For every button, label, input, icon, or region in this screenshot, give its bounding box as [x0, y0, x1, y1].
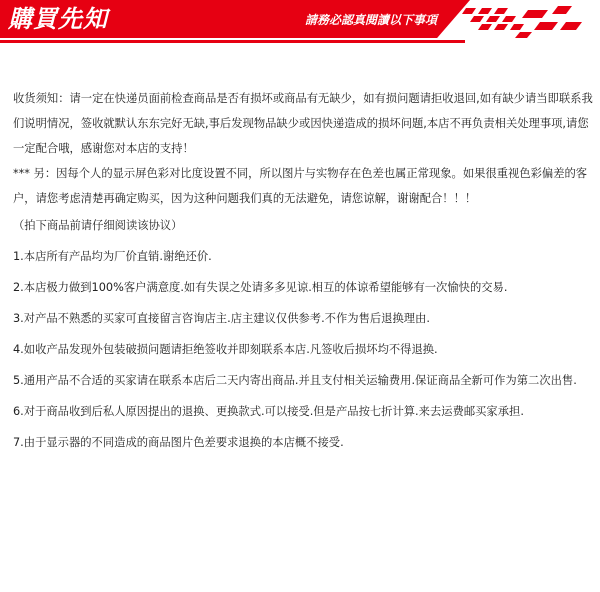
purchase-notice	[13, 86, 593, 455]
color-difference-notice: *** 另：因每个人的显示屏色彩对比度设置不同，所以图片与实物存在色差也属正常现象。如果很重视色彩偏差的客户，请您考虑清楚再确定购买，因为这种问题我们真的无法避免，请您谅解，谢谢配合！！！	[13, 167, 588, 205]
term-item: 5.通用产品不合适的买家请在联系本店后二天内寄出商品.并且支付相关运输费用.保证商品全新可作为第二次出售.	[13, 374, 577, 387]
banner-title: 購買先知	[8, 5, 108, 33]
shipping-notice: 收货须知：请一定在快递员面前检查商品是否有损坏或商品有无缺少，如有损问题请拒收退回,如有缺少请当即联系我们说明情况，签收就默认东东完好无缺,事后发现物品缺少或因快递造成的损坏问题,本店不再负责相关处理事项,请您一定配合哦，感谢您对本店的支持！	[13, 92, 593, 155]
banner-underline	[0, 40, 465, 43]
term-item: 4.如收产品发现外包装破损问题请拒绝签收并即刻联系本店.凡签收后损坏均不得退换.	[13, 343, 438, 356]
header-banner	[0, 0, 600, 46]
banner-slogan: 請務必認真閱讀以下事項	[305, 13, 438, 27]
term-item: 1.本店所有产品均为厂价直销.谢绝还价.	[13, 250, 212, 263]
term-item: 3.对产品不熟悉的买家可直接留言咨询店主.店主建议仅供参考.不作为售后退换理由.	[13, 312, 430, 325]
term-item: 6.对于商品收到后私人原因提出的退换、更换款式.可以接受.但是产品按七折计算.来去运费邮买家承担.	[13, 405, 524, 418]
checkered-flag-decoration	[448, 0, 598, 46]
agreement-heading: （拍下商品前请仔细阅读该协议）	[13, 219, 183, 232]
term-item: 2.本店极力做到100%客户满意度.如有失误之处请多多见谅.相互的体谅希望能够有一次愉快的交易.	[13, 281, 508, 294]
term-item: 7.由于显示器的不同造成的商品图片色差要求退换的本店概不接受.	[13, 436, 344, 449]
